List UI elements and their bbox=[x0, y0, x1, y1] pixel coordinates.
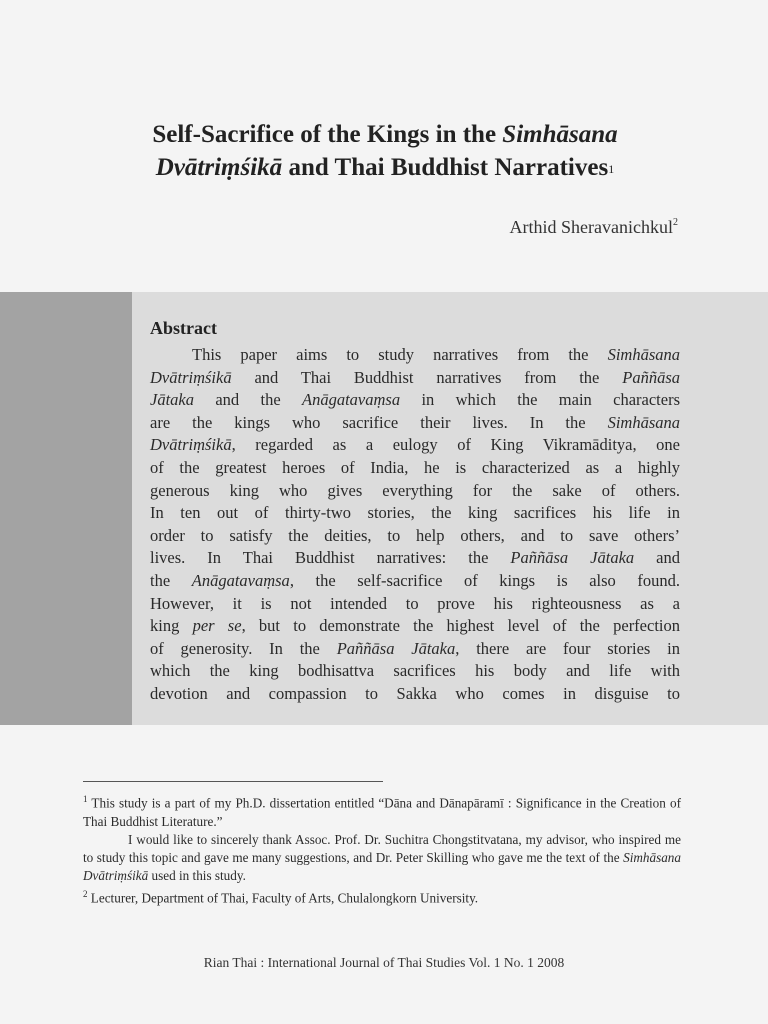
footnote-2-text: Lecturer, Department of Thai, Faculty of Arts, Chulalongkorn University. bbox=[90, 890, 479, 906]
title-text: Self-Sacrifice of the Kings in the bbox=[152, 121, 503, 148]
paper-title bbox=[60, 118, 710, 184]
title-text-end: and Thai Buddhist Narratives bbox=[282, 154, 609, 181]
abstract-italic-term: Anāgatavaṃsa bbox=[302, 390, 401, 410]
abstract-line: This paper aims to study narratives from the Simhāsana bbox=[192, 345, 680, 364]
abstract-italic-term: Anāgatavaṃsa bbox=[191, 570, 290, 590]
abstract-italic-term: Dvātriṃśikā bbox=[150, 435, 232, 455]
abstract-italic-term: per se bbox=[192, 616, 242, 636]
abstract-italic-term: Paññāsa Jātaka bbox=[510, 548, 635, 568]
abstract-line: of the greatest heroes of India, he is characterized as a highly bbox=[150, 457, 680, 477]
abstract-line: which the king bodhisattva sacrifices his body and life with bbox=[150, 661, 680, 681]
abstract-line: generous king who gives everything for the sake of others. bbox=[150, 480, 680, 500]
abstract-line: king per se, but to demonstrate the highest level of the perfection bbox=[150, 616, 680, 636]
abstract-line: However, it is not intended to prove his righteousness as a bbox=[150, 593, 680, 613]
abstract-line: the Anāgatavaṃsa, the self-sacrifice of kings is also found. bbox=[150, 570, 680, 590]
abstract-italic-term: Jātaka bbox=[150, 390, 194, 410]
abstract-line: Dvātriṃśikā, regarded as a eulogy of King Vikramāditya, one bbox=[150, 435, 680, 455]
abstract-italic-term: Paññāsa Jātaka bbox=[336, 638, 456, 658]
abstract-line: Dvātriṃśikā and Thai Buddhist narratives from the Paññāsa bbox=[150, 367, 680, 387]
author-footnote-mark: 2 bbox=[673, 217, 678, 228]
abstract-line: In ten out of thirty-two stories, the king sacrifices his life in bbox=[150, 503, 680, 523]
author-line bbox=[510, 217, 678, 238]
abstract-line: order to satisfy the deities, to help others, and to save others’ bbox=[150, 525, 680, 545]
abstract-heading: Abstract bbox=[150, 318, 217, 338]
abstract-body bbox=[150, 344, 680, 706]
footnote-2 bbox=[83, 885, 681, 908]
ack-text: I would like to sincerely thank Assoc. Prof. Dr. Suchitra Chongstitvatana, my advisor, who inspired me to study this topic and gave me many suggestions, and Dr. Peter Skilling who gave me the text of the bbox=[83, 831, 681, 865]
abstract-line: Jātaka and the Anāgatavaṃsa in which the main characters bbox=[150, 390, 681, 410]
footnote-1-text: This study is a part of my Ph.D. dissertation entitled “Dāna and Dānapāramī : Significance in the Creation of Thai Buddhist Literature.” bbox=[83, 795, 681, 829]
abstract-line: devotion and compassion to Sakka who comes in disguise to bbox=[150, 683, 680, 703]
abstract-line: are the kings who sacrifice their lives. In the Simhāsana bbox=[150, 412, 680, 432]
title-italic-dvatrimsika: Dvātriṃśikā bbox=[155, 154, 283, 181]
abstract-italic-term: Simhāsana bbox=[607, 412, 680, 432]
title-footnote-mark: 1 bbox=[608, 162, 615, 176]
journal-footer: Rian Thai : International Journal of Thai Studies Vol. 1 No. 1 2008 bbox=[203, 955, 565, 970]
author-name: Arthid Sheravanichkul bbox=[509, 217, 673, 237]
footnote-rule bbox=[83, 781, 383, 782]
abstract-side-bar bbox=[0, 292, 132, 725]
footnote-2-mark: 2 bbox=[83, 889, 88, 900]
abstract-italic-term: Paññāsa bbox=[622, 367, 680, 387]
abstract-italic-term: Simhāsana bbox=[607, 345, 680, 364]
footnote-1 bbox=[83, 790, 681, 831]
footnotes bbox=[83, 790, 681, 908]
footnote-1-mark: 1 bbox=[83, 794, 88, 804]
abstract-line: lives. In Thai Buddhist narratives: the Paññāsa Jātaka and bbox=[150, 548, 681, 568]
abstract-italic-term: Dvātriṃśikā bbox=[150, 367, 232, 387]
title-italic-simhasana: Simhāsana bbox=[502, 121, 618, 148]
abstract-line: of generosity. In the Paññāsa Jātaka, there are four stories in bbox=[150, 638, 680, 658]
ack-text-end: used in this study. bbox=[148, 868, 246, 884]
ack-italic-title: Simhāsana Dvātriṃśikā bbox=[83, 850, 681, 884]
footnote-1-acknowledgement bbox=[83, 831, 681, 886]
